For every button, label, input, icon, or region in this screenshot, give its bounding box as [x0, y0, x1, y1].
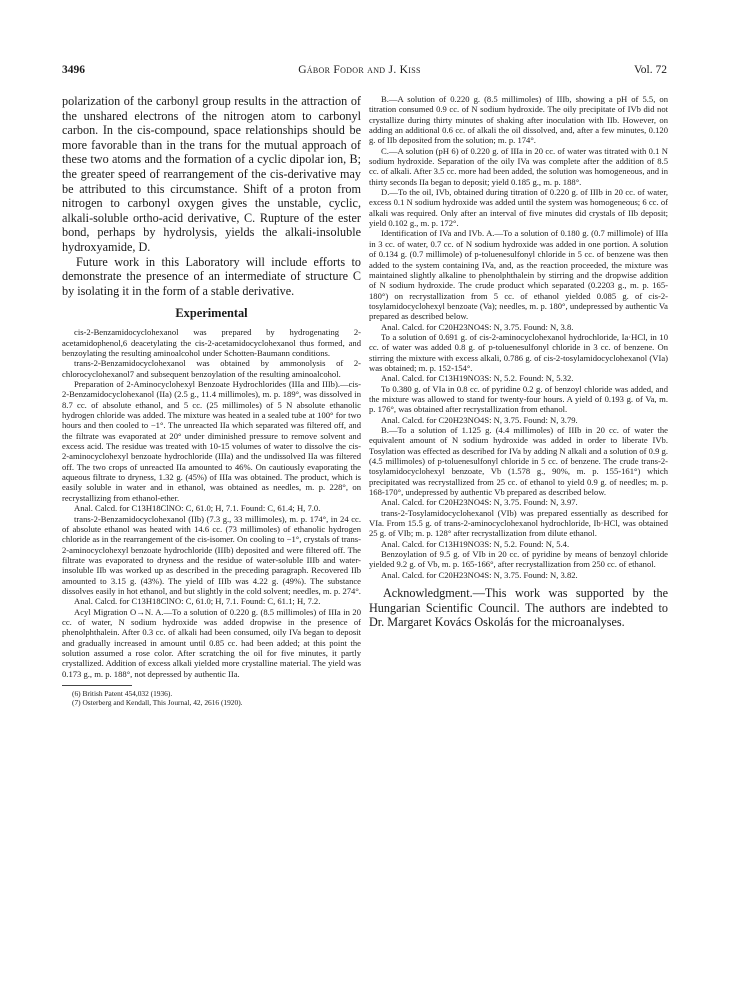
experimental-text — [62, 327, 361, 679]
exp-paragraph: To 0.380 g. of VIa in 0.8 cc. of pyridine 0.2 g. of benzoyl chloride was added, and the mixture was allowed to stand for twenty-four hours. A yield of 0.193 g. of Va, m. p. 176°, was obtained after recrystallization from ethanol. — [369, 383, 668, 415]
analysis-line: Anal. Calcd. for C13H19NO3S: N, 5.2. Found: N, 5.32. — [381, 373, 574, 384]
analysis-line: Anal. Calcd. for C20H23NO4S: N, 3.75. Found: N, 3.79. — [381, 414, 578, 425]
analysis-line: Anal. Calcd. for C20H23NO4S: N, 3.75. Found: N, 3.82. — [381, 569, 578, 580]
analysis-line: Anal. Calcd. for C20H23NO4S: N, 3.75. Found: N, 3.97. — [381, 497, 578, 508]
exp-paragraph: Benzoylation of 9.5 g. of VIb in 20 cc. of pyridine by means of benzoyl chloride yielded 9.2 g. of Vb, m. p. 165-166°, after recrystallization from 250 cc. of ethanol. — [369, 549, 668, 570]
exp-paragraph: cis-2-Benzamidocyclohexanol was prepared by hydrogenating 2-acetamidophenol,6 deacetylating the cis-2-acetamidocyclohexanol thus formed, and benzoylating the resulting aminoalcohol under Schotten-Baumann conditions. — [62, 327, 361, 358]
left-column — [62, 94, 361, 966]
footnote: (7) Osterberg and Kendall, This Journal, 42, 2616 (1920). — [72, 698, 243, 707]
future-work-paragraph: Future work in this Laboratory will include efforts to demonstrate the presence of an intermediate of structure C by isolating it in the form of a stable derivative. — [62, 254, 361, 298]
acknowledgment — [369, 586, 668, 629]
exp-paragraph: B.—To a solution of 1.125 g. (4.4 millimoles) of IIIb in 20 cc. of water the equivalent amount of N sodium hydroxide was added in order to liberate IVb. Tosylation was effected as described for IVa by adding N alkali and a solution of 0.9 g. (4.5 millimoles) of p-toluenesulfonyl chloride in 5 cc. of benzene. The crude trans-2-tosylamidocyclohexyl benzoate, Vb (1.578 g., 90%, m. p. 155-161°) which precipitated was recrystallized from 25 cc. of ethanol to yield 0.9 g. of needles; m. p. 168-170°, undepressed by authentic Vb prepared as described below. — [369, 425, 668, 498]
footnote: (6) British Patent 454,032 (1936). — [72, 689, 173, 698]
exp-paragraph: trans-2-Benzamidocyclohexanol was obtained by ammonolysis of 2-chlorocyclohexanol7 and subsequent benzoylation of the resulting aminoalcohol. — [62, 358, 361, 379]
analysis-line: Anal. Calcd. for C20H23NO4S: N, 3.75. Found: N, 3.8. — [381, 321, 574, 332]
exp-paragraph: Identification of IVa and IVb. A.—To a solution of 0.180 g. (0.7 millimole) of IIIa in 3 cc. of water, 0.7 cc. of N sodium hydroxide was added in one portion. A solution of 0.134 g. (0.7 millimole) of p-toluenesulfonyl chloride in 5 cc. of benzene was then added to the system containing IVa, and, as the reaction proceeded, the mixture was maintained slightly alkaline to phenolphthalein by stirring and the dropwise addition of N sodium hydroxide. The crude product which separated (0.2203 g., m. p. 165-180°) on recrystallization from 5 cc. of ethanol yielded 0.085 g. of cis-2-tosylamidocyclohexyl benzoate (Va); needles, m. p. 180°, undepressed by authentic Va prepared as described below. — [369, 228, 668, 322]
running-header — [62, 64, 667, 80]
analysis-line: Anal. Calcd. for C13H18ClNO: C, 61.0; H, 7.1. Found: C, 61.4; H, 7.0. — [74, 503, 321, 514]
footnote-divider — [62, 685, 132, 686]
discussion-text — [62, 94, 361, 298]
section-title: Experimental — [175, 306, 248, 321]
experimental-text-continued — [369, 94, 668, 580]
volume-label: Vol. 72 — [633, 64, 667, 76]
exp-paragraph: To a solution of 0.691 g. of cis-2-aminocyclohexanol hydrochloride, Ia·HCl, in 10 cc. of water was added 0.8 g. of p-toluenesulfonyl chloride in 3 cc. of benzene. On stirring the mixture with excess alkali, 0.786 g. of cis-2-tosylamidocyclohexanol (VIa) was obtained; m. p. 152-154°. — [369, 331, 668, 373]
analysis-line: Anal. Calcd. for C13H18ClNO: C, 61.0; H, 7.1. Found: C, 61.1; H, 7.2. — [74, 596, 321, 607]
exp-paragraph: trans-2-Benzamidocyclohexanol (IIb) (7.3 g., 33 millimoles), m. p. 174°, in 24 cc. of absolute ethanol was heated with 14.6 cc. (73 millimoles) of ethanolic hydrogen chloride as in the rearrangement of the cis-isomer. On cooling to −1°, crystals of trans-2-aminocyclohexyl benzoate hydrochloride (IIIb) deposited and were filtered off. The filtrate was evaporated to dryness and the residue of water-soluble IIIb and water-insoluble IIb was worked up as described in the preceding paragraph. Recovered IIb amounted to 3.15 g. (43%). The yield of IIIb was 4.22 g. (49%). The substance dissolves easily in hot ethanol, and but slightly in the cold solvent; needles, m. p. 274°. — [62, 513, 361, 596]
intro-paragraph: polarization of the carbonyl group results in the attraction of the unshared electrons of the nitrogen atom to carbonyl carbon. In the cis-compound, space relationships should be more favorable than in the trans for the mutual approach of these two atoms and the formation of a cyclic dipolar ion, B; the greater speed of rearrangement of the cis-derivative may be attributed to this circumstance. Shift of a proton from nitrogen to carbonyl oxygen gives the unstable, cyclic, alkali-soluble ortho-acid derivative, C. Rupture of the ester bond, perhaps by hydrolysis, yields the alkali-insoluble hydroxyamide, D. — [62, 94, 361, 254]
analysis-line: Anal. Calcd. for C13H19NO3S: N, 5.2. Found: N, 5.4. — [381, 538, 570, 549]
exp-paragraph: trans-2-Tosylamidocyclohexanol (VIb) was prepared essentially as described for VIa. From 15.5 g. of trans-2-aminocyclohexanol hydrochloride, Ib·HCl, was obtained 25 g. of VIb; m. p. 128° after recrystallization from dilute ethanol. — [369, 507, 668, 539]
exp-paragraph: D.—To the oil, IVb, obtained during titration of 0.220 g. of IIIb in 20 cc. of water, excess 0.1 N sodium hydroxide was added until the system was homogeneous; 6 cc. of alkali was required. Only after an interval of five minutes did crystals of IIb deposit; yield 0.102 g., m. p. 172°. — [369, 187, 668, 229]
exp-paragraph: Preparation of 2-Aminocyclohexyl Benzoate Hydrochlorides (IIIa and IIIb).—cis-2-Benzamidocyclohexanol (IIa) (2.5 g., 11.4 millimoles), m. p. 189°, was dissolved in 8.7 cc. of absolute ethanol, and 5 cc. (25 millimoles) of 5 N absolute ethanolic hydrogen chloride was added. The mixture was heated in a sealed tube at 100° for two hours and then cooled to −1°. The unreacted IIa which separated was filtered off, and the filtrate was evaporated at 20° under diminished pressure to remove solvent and excess acid. The residue was treated with 10-15 volumes of water to dissolve the cis-2-aminocyclohexyl benzoate hydrochloride (IIIa) and the undissolved IIa was filtered off. The two crops of unreacted IIa amounted to 46%. On cautiously evaporating the aqueous filtrate to dryness, 1.32 g. (45%) of IIIa was obtained. The product, which is easily soluble in water and in ethanol, was obtained as needles, m. p. 228°, on recrystallizing from ethanol-ether. — [62, 379, 361, 503]
right-column — [369, 94, 668, 966]
exp-paragraph: B.—A solution of 0.220 g. (8.5 millimoles) of IIIb, showing a pH of 5.5, on titration consumed 0.9 cc. of N sodium hydroxide. The oily precipitate of IVb did not crystallize during thirty minutes of shaking after inoculation with IIb. However, on adding an additional 0.6 cc. of alkali the oil dissolved, and, after a few minutes, 0.120 g. of IIb deposited from the solution; m. p. 174°. — [369, 94, 668, 146]
acknowledgment-text: Acknowledgment.—This work was supported by the Hungarian Scientific Council. The authors are indebted to Dr. Margaret Kovács Oskolás for the microanalyses. — [369, 586, 668, 629]
exp-paragraph: Acyl Migration O→N. A.—To a solution of 0.220 g. (8.5 millimoles) of IIIa in 20 cc. of water, N sodium hydroxide was added dropwise in the presence of phenolphthalein. After 0.3 cc. of alkali had been consumed, oily IVa began to deposit and gradually increased in amount until 0.85 cc. had been added; at this point the solution assumed a rose color. After scratching the oil for five minutes, it partly crystallized. Addition of excess alkali yielded more crystalline material. The yield was 0.173 g., m. p. 188°, not depressed by authentic IIa. — [62, 606, 361, 679]
exp-paragraph: C.—A solution (pH 6) of 0.220 g. of IIIa in 20 cc. of water was titrated with 0.1 N sodium hydroxide. Separation of the oily IVa was complete after the addition of 8.5 cc. of alkali. After 3.5 cc. more had been added, the solution was homogeneous, and in thirty seconds IIa began to deposit; yield 0.185 g., m. p. 188°. — [369, 145, 668, 187]
footnotes — [62, 689, 361, 707]
page-number: 3496 — [62, 64, 85, 76]
running-title: Gábor Fodor and J. Kiss — [298, 64, 421, 76]
